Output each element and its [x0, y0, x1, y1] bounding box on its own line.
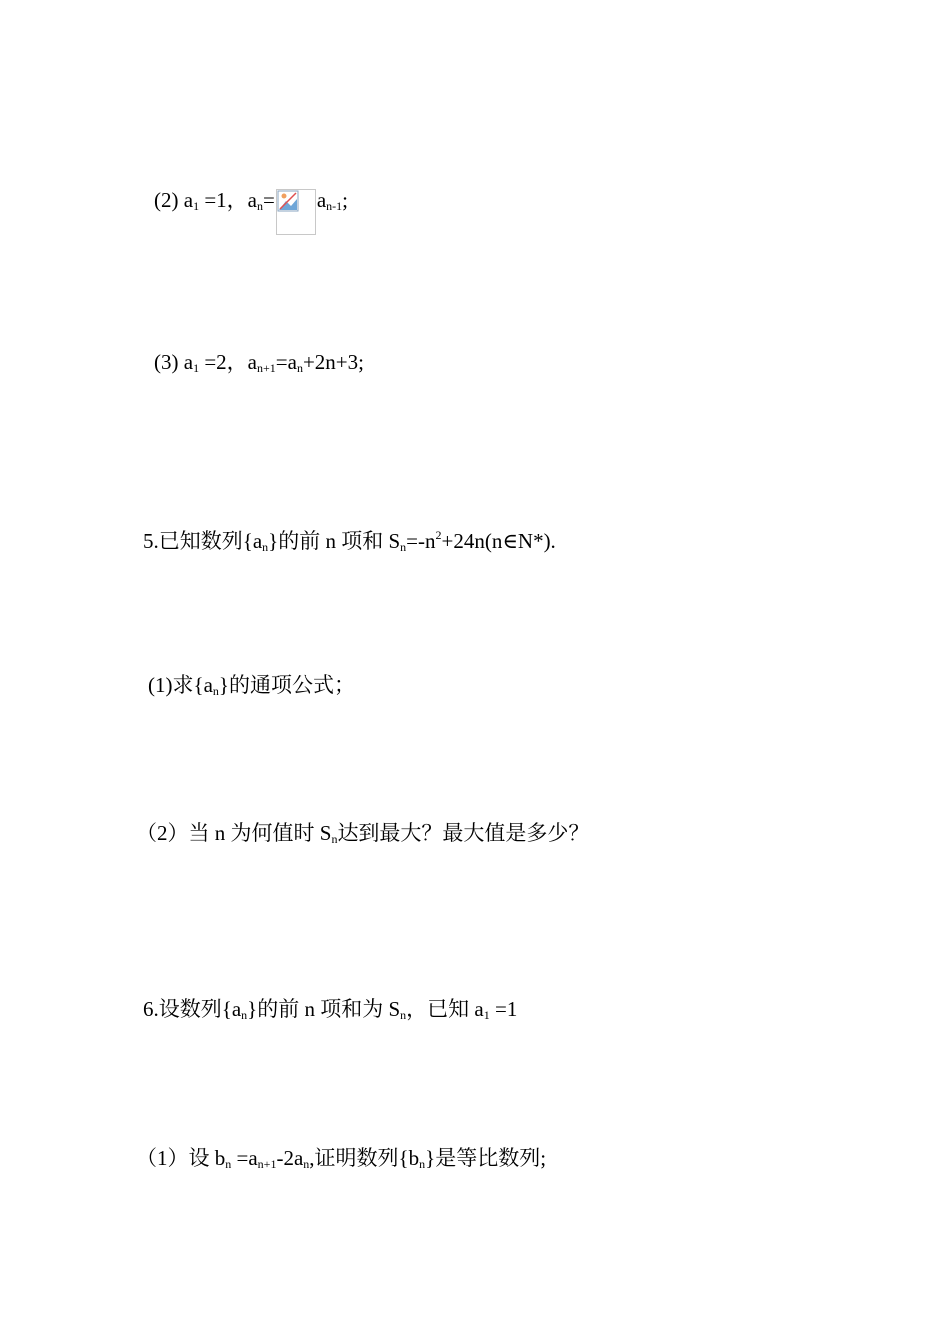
- problem-5-statement: [143, 522, 556, 560]
- text-segment: }的前 n 项和 S: [268, 529, 401, 553]
- text-segment: （2）当 n 为何值时 S: [136, 821, 332, 845]
- text-segment: -2a: [276, 1146, 304, 1170]
- text-segment: =: [262, 188, 275, 212]
- text-segment: ;: [342, 188, 348, 212]
- text-segment: (3) a: [154, 350, 194, 374]
- text-segment: （1）设 b: [136, 1146, 226, 1170]
- text-segment: 达到最大？最大值是多少？: [337, 821, 590, 845]
- subscript: n+1: [256, 361, 276, 375]
- text-segment: (2) a: [154, 188, 194, 212]
- subscript: 1: [193, 361, 200, 375]
- subscript: n: [419, 1157, 426, 1171]
- text-segment: (1)求{a: [148, 673, 213, 697]
- subscript: n: [400, 1008, 407, 1022]
- subscript: 1: [483, 1008, 490, 1022]
- problem-5-part-2: [136, 820, 589, 852]
- subscript: n-1: [326, 199, 343, 213]
- subscript: n+1: [257, 1157, 277, 1171]
- text-segment: =a: [231, 1146, 258, 1170]
- text-segment: =-n: [406, 529, 436, 553]
- superscript: 2: [435, 528, 442, 542]
- subscript: 1: [193, 199, 200, 213]
- broken-image-icon: [276, 189, 316, 235]
- subscript: n: [331, 832, 338, 846]
- text-segment: 5.已知数列{a: [143, 529, 263, 553]
- problem-6-statement: [143, 996, 517, 1028]
- subscript: n: [303, 1157, 310, 1171]
- subscript: n: [296, 361, 303, 375]
- subscript: n: [212, 684, 219, 698]
- text-segment: =1: [489, 997, 518, 1021]
- subscript: n: [256, 199, 263, 213]
- text-segment: +2n+3;: [302, 350, 364, 374]
- text-segment: }是等比数列;: [425, 1146, 547, 1170]
- text-segment: a: [316, 188, 327, 212]
- text-segment: =a: [275, 350, 297, 374]
- text-segment: +24n(n∈N*).: [441, 529, 556, 553]
- text-segment: ，已知 a: [406, 997, 484, 1021]
- text-segment: ,证明数列{b: [309, 1146, 420, 1170]
- problem-5-part-1: [148, 672, 355, 704]
- text-segment: }的通项公式；: [218, 673, 355, 697]
- text-segment: =1，a: [199, 188, 257, 212]
- text-segment: =2，a: [199, 350, 257, 374]
- problem-4-part-3: [154, 349, 364, 381]
- text-segment: 6.设数列{a: [143, 997, 242, 1021]
- subscript: n: [225, 1157, 232, 1171]
- subscript: n: [262, 540, 269, 554]
- subscript: n: [400, 540, 407, 554]
- problem-6-part-1: [136, 1145, 546, 1177]
- text-segment: }的前 n 项和为 S: [247, 997, 401, 1021]
- problem-4-part-2: [154, 187, 348, 235]
- subscript: n: [241, 1008, 248, 1022]
